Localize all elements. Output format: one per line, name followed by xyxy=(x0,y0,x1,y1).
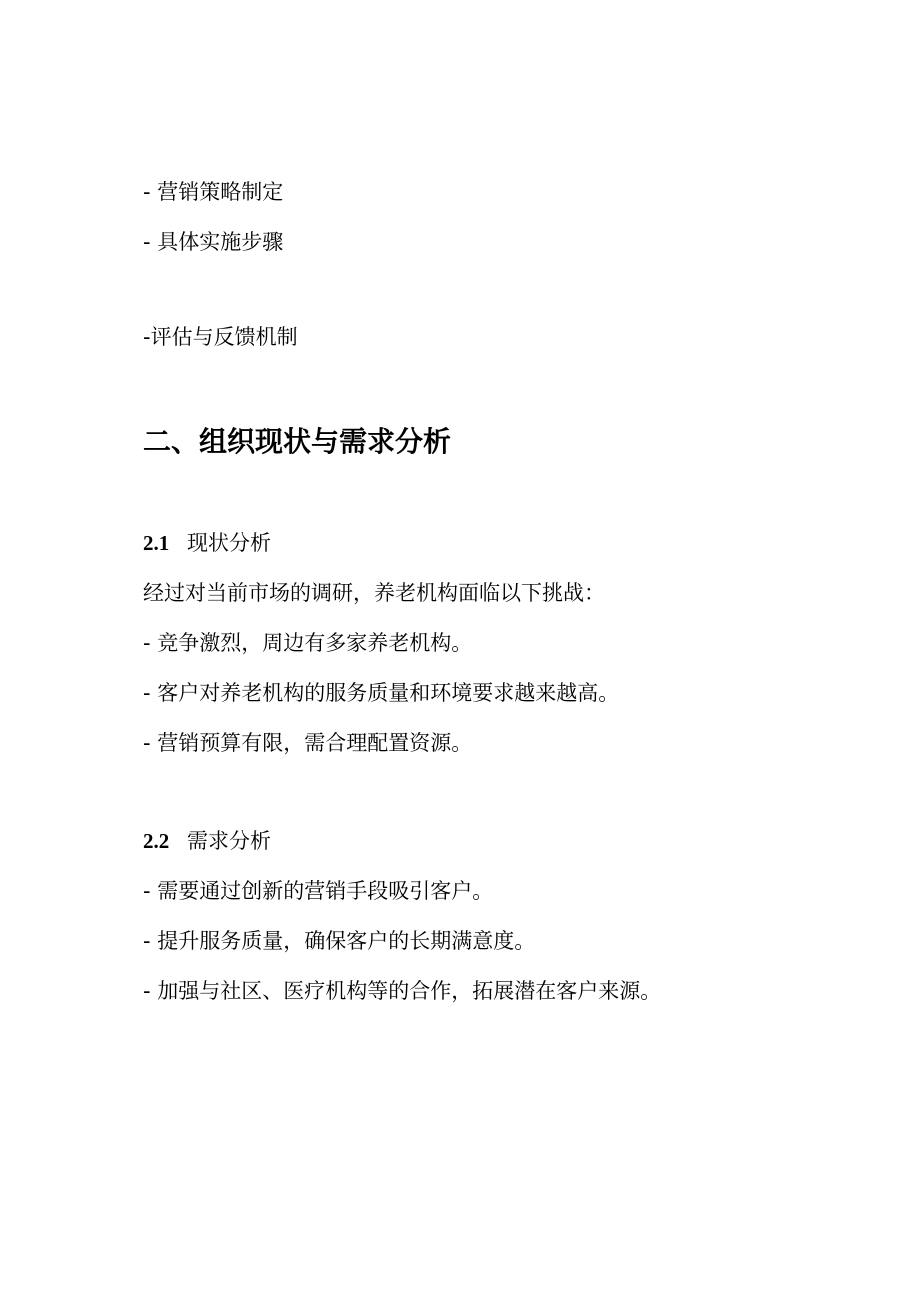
list-item: - 竞争激烈，周边有多家养老机构。 xyxy=(143,631,473,655)
subsection-2-1-intro: 经过对当前市场的调研，养老机构面临以下挑战： xyxy=(143,581,605,605)
subsection-2-2-title: 需求分析 xyxy=(187,829,271,853)
list-item: - 客户对养老机构的服务质量和环境要求越来越高。 xyxy=(143,681,620,705)
subsection-2-2-number: 2.2 xyxy=(143,829,170,853)
list-item: - 提升服务质量，确保客户的长期满意度。 xyxy=(143,929,536,953)
subsection-2-1-title: 现状分析 xyxy=(187,531,271,555)
subsection-2-1-number: 2.1 xyxy=(143,531,170,555)
toc-item-implementation-steps: - 具体实施步骤 xyxy=(143,230,284,254)
list-item: - 加强与社区、医疗机构等的合作，拓展潜在客户来源。 xyxy=(143,979,662,1003)
list-item: - 需要通过创新的营销手段吸引客户。 xyxy=(143,879,494,903)
toc-item-evaluation-feedback: -评估与反馈机制 xyxy=(143,325,298,349)
subsection-2-1-heading xyxy=(143,529,271,557)
subsection-2-2-heading xyxy=(143,827,271,855)
section-2-heading: 二、组织现状与需求分析 xyxy=(143,425,452,458)
list-item: - 营销预算有限，需合理配置资源。 xyxy=(143,731,473,755)
toc-item-marketing-strategy: - 营销策略制定 xyxy=(143,180,284,204)
